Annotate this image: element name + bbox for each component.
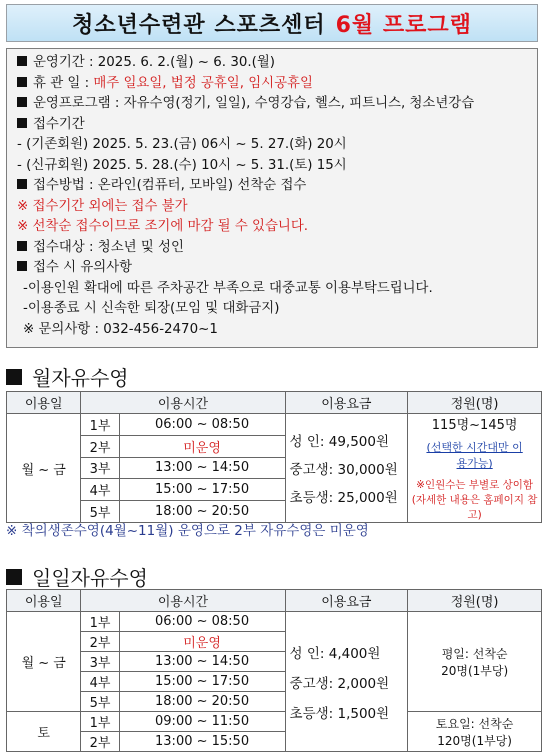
capacity-warning: ※인원수는 부별로 상이함 (자세한 내용은 홈페이지 참고) bbox=[411, 479, 538, 521]
slot-time: 15:00 ~ 17:50 bbox=[119, 672, 285, 692]
slot-time: 06:00 ~ 08:50 bbox=[119, 414, 285, 436]
slot-time: 13:00 ~ 14:50 bbox=[119, 652, 285, 672]
monthly-fees bbox=[285, 414, 408, 523]
slot-time: 18:00 ~ 20:50 bbox=[119, 692, 285, 712]
fee-child: 초등생: 1,500원 bbox=[289, 705, 390, 722]
bullet-square-icon bbox=[17, 241, 27, 251]
daily-saturday-capacity bbox=[408, 712, 542, 752]
bullet-square-icon bbox=[17, 261, 27, 271]
slot-label: 3부 bbox=[81, 457, 119, 479]
info-target: 접수대상 : 청소년 및 성인 bbox=[33, 239, 184, 255]
fee-adult: 성 인: 4,400원 bbox=[289, 645, 381, 662]
slot-time: 미운영 bbox=[119, 435, 285, 457]
info-caution-2: -이용종료 시 신속한 퇴장(모임 및 대화금지) bbox=[23, 301, 280, 316]
slot-time: 06:00 ~ 08:50 bbox=[119, 612, 285, 632]
header-capacity: 정원(명) bbox=[408, 392, 542, 414]
daily-weekday: 월 ~ 금 bbox=[7, 612, 81, 712]
capacity-line-1: 토요일: 선착순 bbox=[435, 716, 514, 731]
slot-label: 2부 bbox=[81, 732, 119, 752]
monthly-note bbox=[6, 519, 369, 539]
info-warn-2: ※ 선착순 접수이므로 조기에 마감 될 수 있습니다. bbox=[17, 219, 309, 234]
daily-heading-text: 일일자유수영 bbox=[32, 566, 148, 590]
slot-label: 2부 bbox=[81, 435, 119, 457]
slot-time: 미운영 bbox=[119, 632, 285, 652]
header-day: 이용일 bbox=[7, 590, 81, 612]
daily-saturday: 토 bbox=[7, 712, 81, 752]
header-fee: 이용요금 bbox=[285, 590, 408, 612]
table-row bbox=[7, 612, 542, 632]
header-time: 이용시간 bbox=[81, 590, 285, 612]
slot-time: 15:00 ~ 17:50 bbox=[119, 479, 285, 501]
bullet-square-icon bbox=[17, 56, 27, 66]
monthly-day: 월 ~ 금 bbox=[7, 414, 81, 523]
monthly-capacity bbox=[408, 414, 542, 523]
fee-adult: 성 인: 49,500원 bbox=[289, 434, 390, 450]
fee-child: 초등생: 25,000원 bbox=[289, 490, 398, 506]
capacity-line-2: 20명(1부당) bbox=[441, 663, 509, 678]
slot-label: 1부 bbox=[81, 712, 119, 732]
table-header-row bbox=[7, 590, 542, 612]
title-main: 청소년수련관 스포츠센터 bbox=[72, 12, 326, 38]
slot-label: 3부 bbox=[81, 652, 119, 672]
daily-table bbox=[6, 589, 542, 752]
info-closed-label: 휴 관 일 : bbox=[33, 75, 94, 91]
slot-label: 4부 bbox=[81, 672, 119, 692]
info-reg-new: - (신규회원) 2025. 5. 28.(수) 10시 ~ 5. 31.(토) 15시 bbox=[17, 157, 347, 173]
monthly-heading bbox=[6, 362, 129, 391]
fee-teen: 중고생: 30,000원 bbox=[289, 462, 398, 478]
info-reg-existing: - (기존회원) 2025. 5. 23.(금) 06시 ~ 5. 27.(화) 20시 bbox=[17, 137, 347, 152]
capacity-value: 115명~145명 bbox=[431, 418, 518, 433]
bullet-square-icon bbox=[17, 118, 27, 128]
slot-label: 1부 bbox=[81, 414, 119, 436]
info-reg-method: 접수방법 : 온라인(컴퓨터, 모바일) 선착순 접수 bbox=[33, 178, 307, 193]
info-cautions: 접수 시 유의사항 bbox=[33, 260, 133, 275]
slot-label: 5부 bbox=[81, 692, 119, 712]
monthly-table bbox=[6, 391, 542, 523]
daily-weekday-capacity bbox=[408, 612, 542, 712]
capacity-note: (선택한 시간대만 이용가능) bbox=[426, 441, 523, 470]
table-header-row bbox=[7, 392, 542, 414]
bullet-square-icon bbox=[17, 97, 27, 107]
daily-fees bbox=[285, 612, 408, 752]
bullet-square-icon bbox=[17, 77, 27, 87]
header-capacity: 정원(명) bbox=[408, 590, 542, 612]
capacity-line-1: 평일: 선착순 bbox=[441, 646, 508, 661]
info-caution-1: -이용인원 확대에 따른 주차공간 부족으로 대중교통 이용부탁드립니다. bbox=[23, 280, 433, 296]
monthly-heading-text: 월자유수영 bbox=[32, 366, 129, 390]
monthly-note-text: ※ 착의생존수영(4월~11월) 운영으로 2부 자유수영은 미운영 bbox=[6, 523, 369, 539]
info-box bbox=[6, 48, 538, 348]
fee-teen: 중고생: 2,000원 bbox=[289, 675, 390, 692]
info-reg-period: 접수기간 bbox=[33, 116, 85, 132]
slot-time: 13:00 ~ 15:50 bbox=[119, 732, 285, 752]
heading-square-icon bbox=[6, 569, 22, 585]
capacity-line-2: 120명(1부당) bbox=[437, 733, 512, 748]
header-fee: 이용요금 bbox=[285, 392, 408, 414]
slot-time: 18:00 ~ 20:50 bbox=[119, 501, 285, 523]
bullet-square-icon bbox=[17, 179, 27, 189]
info-programs: 운영프로그램 : 자유수영(정기, 일일), 수영강습, 헬스, 피트니스, 청소년강습 bbox=[33, 96, 475, 111]
info-warn-1: ※ 접수기간 외에는 접수 불가 bbox=[17, 198, 188, 214]
heading-square-icon bbox=[6, 369, 22, 385]
slot-label: 1부 bbox=[81, 612, 119, 632]
slot-label: 2부 bbox=[81, 632, 119, 652]
title-highlight: 6월 프로그램 bbox=[335, 12, 472, 38]
table-row bbox=[7, 414, 542, 436]
page-title bbox=[6, 4, 538, 42]
slot-label: 5부 bbox=[81, 501, 119, 523]
info-closed-value: 매주 일요일, 법정 공휴일, 임시공휴일 bbox=[93, 75, 313, 91]
info-contact: ※ 문의사항 : 032-456-2470~1 bbox=[23, 321, 218, 337]
info-period: 운영기간 : 2025. 6. 2.(월) ~ 6. 30.(월) bbox=[33, 55, 275, 70]
table-row bbox=[7, 712, 542, 732]
header-time: 이용시간 bbox=[81, 392, 285, 414]
slot-time: 13:00 ~ 14:50 bbox=[119, 457, 285, 479]
slot-time: 09:00 ~ 11:50 bbox=[119, 712, 285, 732]
header-day: 이용일 bbox=[7, 392, 81, 414]
daily-heading bbox=[6, 562, 148, 591]
slot-label: 4부 bbox=[81, 479, 119, 501]
